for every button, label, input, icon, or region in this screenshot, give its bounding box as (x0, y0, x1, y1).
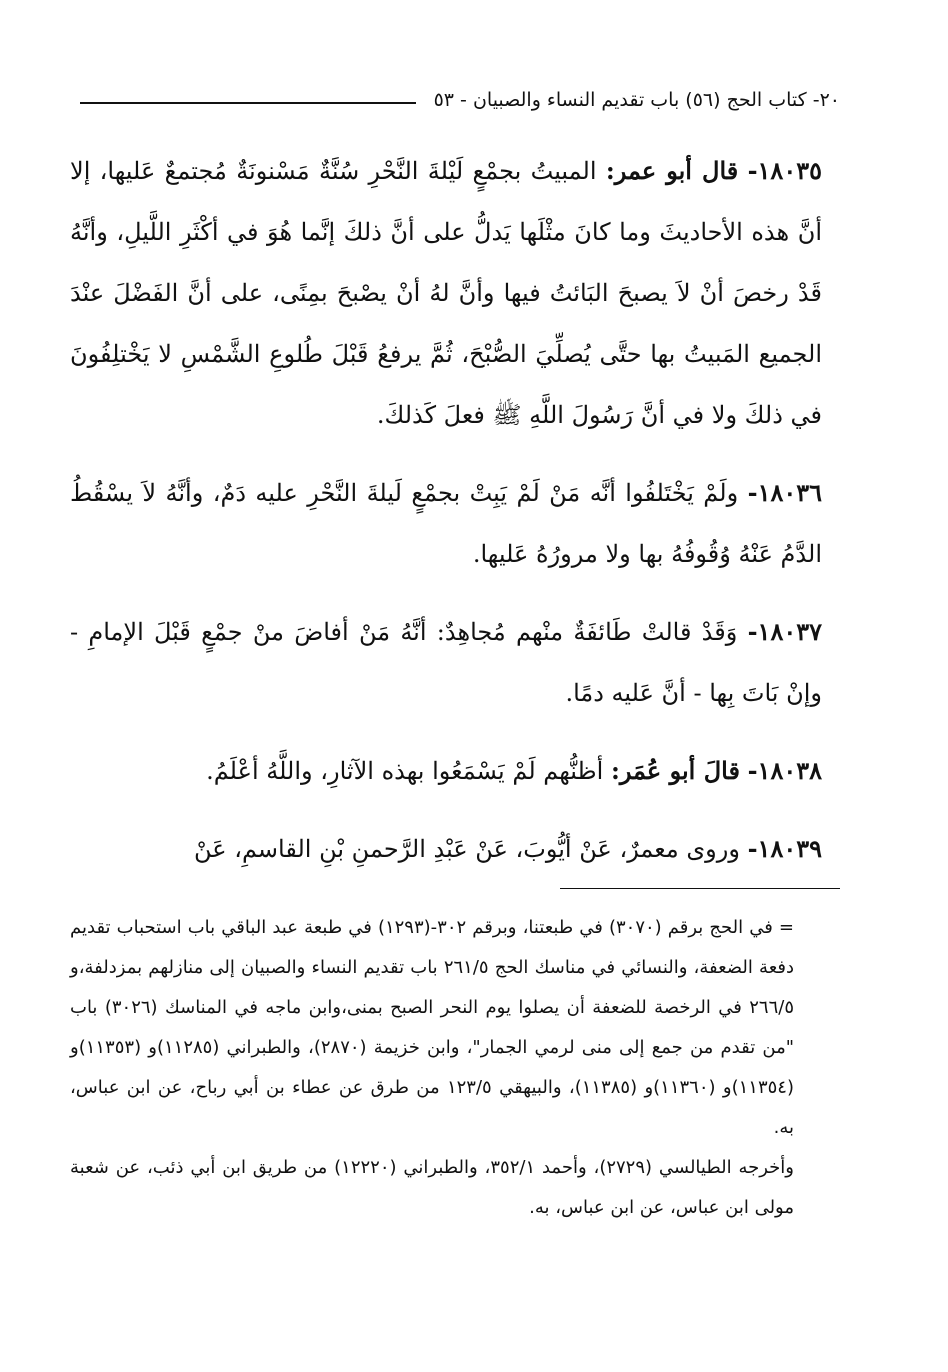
paragraph-number: ١٨٠٣٨- (747, 756, 822, 785)
speaker-attribution: قالَ أبو عُمَر: (610, 756, 740, 785)
paragraph-18035 (70, 140, 822, 446)
running-header (80, 84, 840, 116)
footnote-separator (560, 888, 840, 889)
paragraph-number: ١٨٠٣٩- (747, 834, 822, 863)
paragraph-text: وروى معمرٌ، عَنْ أيُّوبَ، عَنْ عَبْدِ الرَّحمنِ بْنِ القاسمِ، عَنْ (193, 835, 740, 863)
footnote-continued: = في الحج برقم (٣٠٧٠) في طبعتنا، وبرقم ٣٠٢-(١٢٩٣) في طبعة عبد الباقي باب استحباب تقديم دفعة الضعفة، والنسائي في مناسك الحج ٢٦١/٥ باب تقديم النساء والصبيان إلى منازلهم بمزدلفة،و ٢٦٦/٥ في الرخصة للضعفة أن يصلوا يوم النحر الصبح بمنى،وابن ماجه في المناسك (٣٠٢٦) باب "من تقدم من جمع إلى منى لرمي الجمار"، وابن خزيمة (٢٨٧٠)، والطبراني (١١٢٨٥)و (١١٣٥٣)و (١١٣٥٤)و (١١٣٦٠)و (١١٣٨٥)، والبيهقي ١٢٣/٥ من طرق عن عطاء بن أبي رباح، عن ابن عباس، به. (70, 917, 795, 1138)
paragraph-18039 (70, 818, 822, 880)
paragraph-text: ولَمْ يَخْتَلفُوا أنَّه مَنْ لَمْ يَبِتْ بجمْعٍ لَيلةَ النَّحْرِ عليه دَمٌ، وأنَّهُ لاَ يسْقُطُ الدَّمُ عَنْهُ وُقُوفُهُ بها ولا مرورُهُ عَليها. (70, 479, 822, 568)
speaker-attribution: قال أبو عمر: (605, 156, 739, 185)
paragraph-text: وَقَدْ قالتْ طَائفَةٌ منْهم مُجاهِدٌ: أنَّهُ مَنْ أفاضَ منْ جمْعٍ قَبْلَ الإمامِ - وإنْ بَاتَ بِها - أنَّ عَليه دمًا. (70, 618, 822, 707)
footnotes (70, 908, 794, 1228)
paragraph-number: ١٨٠٣٦- (747, 478, 823, 507)
header-rule (80, 102, 416, 104)
paragraph-18037 (70, 601, 822, 724)
main-text (70, 140, 822, 896)
paragraph-18038 (70, 740, 822, 802)
paragraph-number: ١٨٠٣٧- (747, 617, 822, 646)
paragraph-text: أظنُّهم لَمْ يَسْمَعُوا بهذه الآثارِ، واللَّهُ أعْلَمُ. (206, 757, 604, 785)
paragraph-number: ١٨٠٣٥- (747, 156, 822, 185)
footnote-second: وأخرجه الطيالسي (٢٧٢٩)، وأحمد ٣٥٢/١، والطبراني (١٢٢٢٠) من طريق ابن أبي ذئب، عن شعبة مولى ابن عباس، عن ابن عباس، به. (70, 1157, 794, 1218)
running-title: ٢٠- كتاب الحج (٥٦) باب تقديم النساء والصبيان - ٥٣ (433, 89, 840, 111)
paragraph-text: المبيتُ بجمْعٍ لَيْلةَ النَّحْرِ سُنَّةٌ مَسْنونَةٌ مُجتمعٌ عَليها، إلا أنَّ هذه الأحاديثَ وما كانَ مثْلَها يَدلُّ على أنَّ ذلكَ إنَّما هُوَ في أكْثَرِ اللَّيلِ، وأنَّهُ قَدْ رخصَ أنْ لاَ يصبحَ البَائتُ فيها وأنَّ لهُ أنْ يصْبحَ بمِنًى، على أنَّ الفَضْلَ عنْدَ الجميع المَبيتُ بها حتَّى يُصلِّيَ الصُّبْحَ، ثُمَّ يرفعُ قَبْلَ طُلوعِ الشَّمْسِ لا يَخْتلِفُونَ في ذلكَ ولا في أنَّ رَسُولَ اللَّهِ ﷺ فعلَ كَذلكَ. (70, 157, 822, 429)
paragraph-18036 (70, 462, 822, 585)
